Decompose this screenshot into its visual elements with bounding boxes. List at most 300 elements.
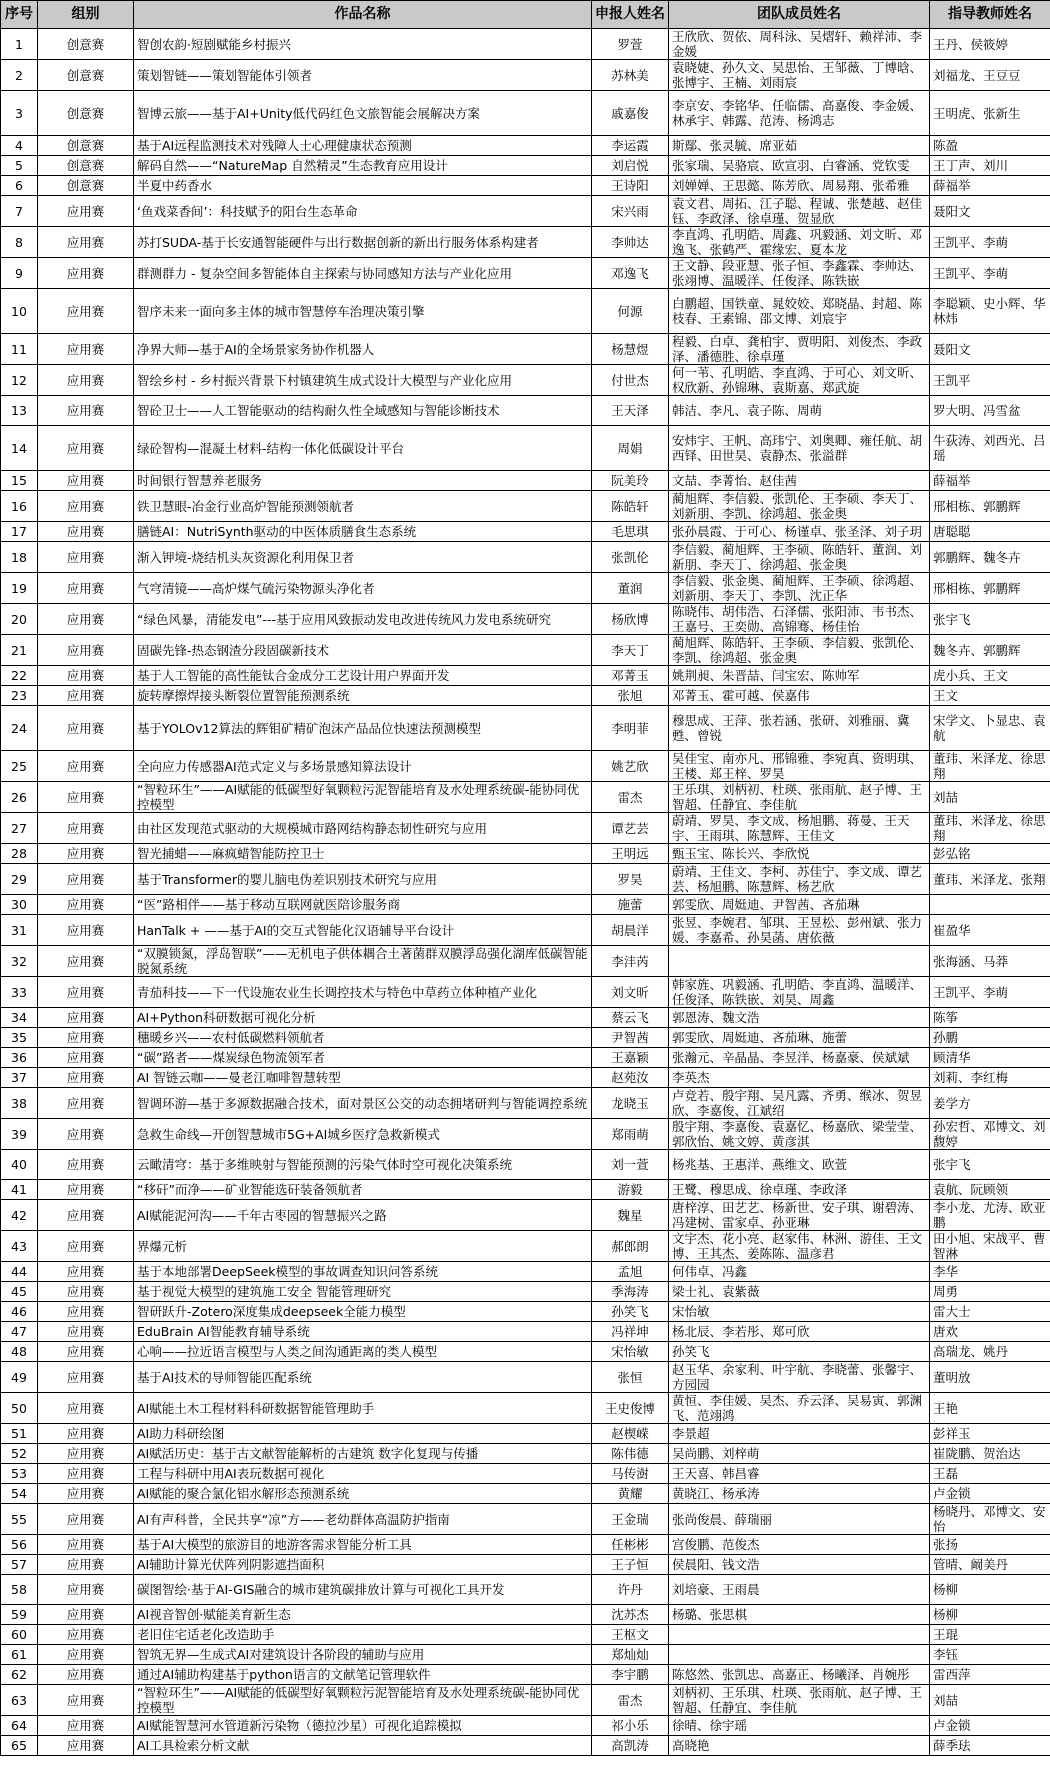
cell-group: 应用赛 xyxy=(38,782,134,813)
cell-applicant: 王天泽 xyxy=(592,396,669,426)
cell-title: 全向应力传感器AI范式定义与多场景感知算法设计 xyxy=(134,751,592,782)
cell-group: 应用赛 xyxy=(38,635,134,666)
table-row xyxy=(1,1645,1050,1665)
cell-seq: 10 xyxy=(1,289,38,334)
cell-seq: 1 xyxy=(1,29,38,60)
cell-seq: 63 xyxy=(1,1685,38,1716)
cell-applicant: 魏星 xyxy=(592,1200,669,1231)
cell-applicant: 张凯伦 xyxy=(592,542,669,573)
cell-members: 蔺旭辉、陈皓轩、王李硕、李信毅、张凯伦、李凯、徐鸿超、张金奥 xyxy=(669,635,930,666)
cell-title: 智创农韵·短剧赋能乡村振兴 xyxy=(134,29,592,60)
table-row xyxy=(1,1302,1050,1322)
cell-title: 智序未来一面向多主体的城市智慧停车治理决策引擎 xyxy=(134,289,592,334)
cell-title: 绿砼智构—混凝土材料-结构一体化低碳设计平台 xyxy=(134,426,592,471)
cell-group: 应用赛 xyxy=(38,1048,134,1068)
cell-advisor xyxy=(930,895,1050,915)
table-row xyxy=(1,1535,1050,1555)
cell-group: 应用赛 xyxy=(38,196,134,227)
cell-title: AI辅助计算光伏阵列阴影遮挡面积 xyxy=(134,1555,592,1575)
cell-title: 心响——拉近语言模型与人类之间沟通距离的类人模型 xyxy=(134,1342,592,1362)
cell-advisor: 王磊 xyxy=(930,1464,1050,1484)
table-row xyxy=(1,136,1050,156)
cell-advisor: 雷大士 xyxy=(930,1302,1050,1322)
cell-applicant: 王史俊博 xyxy=(592,1393,669,1424)
cell-applicant: 赵楔嵘 xyxy=(592,1424,669,1444)
cell-seq: 30 xyxy=(1,895,38,915)
cell-members: 李京安、李铭华、任临儒、高嘉俊、李金媛、林承宇、韩露、范涛、杨鸿志 xyxy=(669,91,930,136)
cell-seq: 38 xyxy=(1,1088,38,1119)
cell-title: 半夏中药香水 xyxy=(134,176,592,196)
cell-members: 黄恒、李佳媛、吴杰、乔云泽、吴易寅、郭渊飞、范翊鸿 xyxy=(669,1393,930,1424)
cell-advisor: 杨柳 xyxy=(930,1605,1050,1625)
cell-group: 应用赛 xyxy=(38,1645,134,1665)
cell-members: 刘柄初、王乐琪、杜瑛、张雨航、赵子博、王智超、任静宜、李佳航 xyxy=(669,1685,930,1716)
table-row xyxy=(1,1282,1050,1302)
cell-seq: 65 xyxy=(1,1736,38,1756)
table-row xyxy=(1,471,1050,491)
cell-seq: 43 xyxy=(1,1231,38,1262)
cell-advisor: 袁航、阮顾领 xyxy=(930,1180,1050,1200)
cell-group: 创意赛 xyxy=(38,91,134,136)
cell-title: 基于本地部署DeepSeek模型的事故调查知识问答系统 xyxy=(134,1262,592,1282)
cell-advisor: 王丹、侯筱婷 xyxy=(930,29,1050,60)
table-row xyxy=(1,426,1050,471)
cell-title: 穗暖乡兴——农村低碳燃料领航者 xyxy=(134,1028,592,1048)
cell-title: 老旧住宅适老化改造助手 xyxy=(134,1625,592,1645)
cell-title: 基于视觉大模型的建筑施工安全 智能管理研究 xyxy=(134,1282,592,1302)
cell-seq: 50 xyxy=(1,1393,38,1424)
cell-seq: 5 xyxy=(1,156,38,176)
cell-members: 穆思成、王萍、张若涵、张研、刘雅丽、冀甦、曾锐 xyxy=(669,706,930,751)
cell-title: “医”路相伴——基于移动互联网就医陪诊服务商 xyxy=(134,895,592,915)
cell-members: 王天喜、韩昌睿 xyxy=(669,1464,930,1484)
cell-applicant: 李沣芮 xyxy=(592,946,669,977)
cell-title: “移矸”而净——矿业智能选矸装备领航者 xyxy=(134,1180,592,1200)
cell-title: 解码自然——“NatureMap 自然精灵”生态教育应用设计 xyxy=(134,156,592,176)
cell-applicant: 孟旭 xyxy=(592,1262,669,1282)
cell-title: AI赋能泥河沟——千年古枣园的智慧振兴之路 xyxy=(134,1200,592,1231)
table-row xyxy=(1,1685,1050,1716)
cell-applicant: 李明菲 xyxy=(592,706,669,751)
cell-members: 甄玉宝、陈长兴、李欣悦 xyxy=(669,844,930,864)
cell-applicant: 郑灿灿 xyxy=(592,1645,669,1665)
cell-advisor: 张宇飞 xyxy=(930,604,1050,635)
cell-advisor: 王琨 xyxy=(930,1625,1050,1645)
cell-group: 创意赛 xyxy=(38,176,134,196)
cell-members: 斯鄢、张灵毓、席亚茹 xyxy=(669,136,930,156)
table-row xyxy=(1,522,1050,542)
cell-advisor: 虎小兵、王文 xyxy=(930,666,1050,686)
cell-advisor: 薛季珐 xyxy=(930,1736,1050,1756)
cell-group: 应用赛 xyxy=(38,1008,134,1028)
cell-title: “双膜锁氮，浮岛智联”——无机电子供体耦合土著菌群双膜浮岛强化湖库低碳智能脱氮系统 xyxy=(134,946,592,977)
cell-group: 应用赛 xyxy=(38,686,134,706)
cell-group: 应用赛 xyxy=(38,1028,134,1048)
cell-seq: 41 xyxy=(1,1180,38,1200)
cell-members: 韩家旌、巩毅涵、孔明皓、李直鸿、温暖洋、任俊泽、陈铁嵌、刘昊、周鑫 xyxy=(669,977,930,1008)
cell-group: 应用赛 xyxy=(38,604,134,635)
table-row xyxy=(1,1393,1050,1424)
table-row xyxy=(1,396,1050,426)
cell-members: 姚荆昶、朱晋喆、闫宝宏、陈帅军 xyxy=(669,666,930,686)
cell-applicant: 张旭 xyxy=(592,686,669,706)
cell-seq: 26 xyxy=(1,782,38,813)
cell-applicant: 付世杰 xyxy=(592,365,669,396)
cell-advisor: 罗大明、冯雪盆 xyxy=(930,396,1050,426)
cell-title: 青茄科技——下一代设施农业生长调控技术与特色中草药立体种植产业化 xyxy=(134,977,592,1008)
cell-applicant: 施蕾 xyxy=(592,895,669,915)
cell-applicant: 李帅达 xyxy=(592,227,669,258)
cell-applicant: 周娟 xyxy=(592,426,669,471)
cell-applicant: 李宇鹏 xyxy=(592,1665,669,1685)
cell-title: AI视音智创·赋能美育新生态 xyxy=(134,1605,592,1625)
cell-seq: 35 xyxy=(1,1028,38,1048)
cell-seq: 27 xyxy=(1,813,38,844)
cell-seq: 37 xyxy=(1,1068,38,1088)
cell-title: 旋转摩擦焊接头断裂位置智能预测系统 xyxy=(134,686,592,706)
cell-title: AI助力科研绘图 xyxy=(134,1424,592,1444)
cell-applicant: 何源 xyxy=(592,289,669,334)
cell-group: 应用赛 xyxy=(38,1605,134,1625)
cell-applicant: 季海涛 xyxy=(592,1282,669,1302)
cell-group: 应用赛 xyxy=(38,1322,134,1342)
cell-seq: 60 xyxy=(1,1625,38,1645)
cell-members: 郭雯欣、周娗迪、吝茄琳、施蕾 xyxy=(669,1028,930,1048)
cell-seq: 44 xyxy=(1,1262,38,1282)
cell-applicant: 黄耀 xyxy=(592,1484,669,1504)
cell-advisor: 刘福龙、王豆豆 xyxy=(930,60,1050,91)
cell-members: 宋怡敏 xyxy=(669,1302,930,1322)
table-row xyxy=(1,1180,1050,1200)
cell-seq: 53 xyxy=(1,1464,38,1484)
cell-advisor: 牛荻涛、刘西光、吕瑶 xyxy=(930,426,1050,471)
cell-advisor: 邢相栋、郭鹏辉 xyxy=(930,573,1050,604)
cell-members: 王乐琪、刘柄初、杜瑛、张雨航、赵子博、王智超、任静宜、李佳航 xyxy=(669,782,930,813)
cell-title: AI赋能的聚合氯化铝水解形态预测系统 xyxy=(134,1484,592,1504)
cell-advisor: 王艳 xyxy=(930,1393,1050,1424)
cell-members: 张瀚元、辛晶晶、李昱洋、杨嘉豪、侯斌斌 xyxy=(669,1048,930,1068)
cell-applicant: 谭艺芸 xyxy=(592,813,669,844)
table-row xyxy=(1,1231,1050,1262)
table-row xyxy=(1,946,1050,977)
cell-title: 群测群力 - 复杂空间多智能体自主探索与协同感知方法与产业化应用 xyxy=(134,258,592,289)
cell-applicant: 祁小乐 xyxy=(592,1716,669,1736)
cell-title: 铁卫慧眼-冶金行业高炉智能预测领航者 xyxy=(134,491,592,522)
cell-title: “碳”路者——煤炭绿色物流领军者 xyxy=(134,1048,592,1068)
cell-title: 智绘乡村 - 乡村振兴背景下村镇建筑生成式设计大模型与产业化应用 xyxy=(134,365,592,396)
cell-group: 应用赛 xyxy=(38,946,134,977)
cell-applicant: 姚艺欣 xyxy=(592,751,669,782)
cell-applicant: 王明远 xyxy=(592,844,669,864)
cell-seq: 39 xyxy=(1,1119,38,1150)
cell-members: 张孙晨霞、于可心、杨谨卓、张圣泽、刘子玥 xyxy=(669,522,930,542)
cell-title: 基于AI技术的导师智能匹配系统 xyxy=(134,1362,592,1393)
cell-title: 渐入钾境-烧结机头灰资源化利用保卫者 xyxy=(134,542,592,573)
table-row xyxy=(1,334,1050,365)
cell-title: 急救生命线—开创智慧城市5G+AI城乡医疗急救新模式 xyxy=(134,1119,592,1150)
cell-advisor: 王丁声、刘川 xyxy=(930,156,1050,176)
cell-advisor: 李华 xyxy=(930,1262,1050,1282)
table-row xyxy=(1,864,1050,895)
table-row xyxy=(1,1200,1050,1231)
cell-title: 净界大师—基于AI的全场景家务协作机器人 xyxy=(134,334,592,365)
cell-group: 应用赛 xyxy=(38,1200,134,1231)
cell-seq: 25 xyxy=(1,751,38,782)
table-row xyxy=(1,491,1050,522)
table-row xyxy=(1,1150,1050,1180)
cell-title: AI赋活历史：基于古文献智能解析的古建筑 数字化复现与传播 xyxy=(134,1444,592,1464)
cell-applicant: 陈伟德 xyxy=(592,1444,669,1464)
cell-group: 创意赛 xyxy=(38,60,134,91)
table-row xyxy=(1,29,1050,60)
cell-members: 唐梓淳、田艺艺、杨新世、安子琪、谢碧涛、冯建树、雷家卓、孙亚琳 xyxy=(669,1200,930,1231)
cell-seq: 62 xyxy=(1,1665,38,1685)
cell-title: 智筑无界—生成式AI对建筑设计各阶段的辅助与应用 xyxy=(134,1645,592,1665)
cell-members: 卢竞若、殷宇翔、吴凡露、齐勇、缑冰、贺昱欣、李嘉俊、江斌绍 xyxy=(669,1088,930,1119)
cell-seq: 22 xyxy=(1,666,38,686)
cell-advisor: 李钰 xyxy=(930,1645,1050,1665)
cell-advisor: 刘喆 xyxy=(930,1685,1050,1716)
cell-members: 杨北辰、李若彤、郑可欣 xyxy=(669,1322,930,1342)
cell-group: 应用赛 xyxy=(38,1180,134,1200)
table-row xyxy=(1,1484,1050,1504)
cell-advisor: 崔盈华 xyxy=(930,915,1050,946)
cell-advisor: 董玮、米泽龙、徐思翔 xyxy=(930,813,1050,844)
cell-title: 智砼卫士——人工智能驱动的结构耐久性全域感知与智能诊断技术 xyxy=(134,396,592,426)
cell-advisor: 张宇飞 xyxy=(930,1150,1050,1180)
header-title: 作品名称 xyxy=(134,1,592,29)
cell-seq: 45 xyxy=(1,1282,38,1302)
cell-applicant: 董润 xyxy=(592,573,669,604)
cell-title: AI工具检索分析文献 xyxy=(134,1736,592,1756)
cell-group: 应用赛 xyxy=(38,1736,134,1756)
cell-seq: 51 xyxy=(1,1424,38,1444)
cell-applicant: 冯祥坤 xyxy=(592,1322,669,1342)
cell-members xyxy=(669,946,930,977)
cell-group: 应用赛 xyxy=(38,1362,134,1393)
cell-seq: 17 xyxy=(1,522,38,542)
cell-members: 袁晓婕、孙久文、吴思怡、王邹薇、丁博晗、张博宇、王楠、刘雨宸 xyxy=(669,60,930,91)
cell-title: AI+Python科研数据可视化分析 xyxy=(134,1008,592,1028)
table-row xyxy=(1,1322,1050,1342)
cell-members: 陈悠然、张凯忠、高嘉正、杨曦泽、肖婉彤 xyxy=(669,1665,930,1685)
cell-applicant: 刘文昕 xyxy=(592,977,669,1008)
cell-group: 应用赛 xyxy=(38,1575,134,1605)
table-row xyxy=(1,176,1050,196)
cell-group: 应用赛 xyxy=(38,396,134,426)
cell-title: 智研跃升-Zotero深度集成deepseek全能力模型 xyxy=(134,1302,592,1322)
cell-advisor: 李聪颖、史小辉、华林炜 xyxy=(930,289,1050,334)
cell-group: 应用赛 xyxy=(38,1262,134,1282)
cell-group: 创意赛 xyxy=(38,136,134,156)
table-header-row xyxy=(1,1,1050,29)
cell-advisor: 崔陇鹏、贺治达 xyxy=(930,1444,1050,1464)
cell-seq: 16 xyxy=(1,491,38,522)
cell-members: 何一苇、孔明皓、李直鸿、于可心、刘文昕、权欣新、孙锦琳、袁斯嘉、郑武旋 xyxy=(669,365,930,396)
cell-seq: 4 xyxy=(1,136,38,156)
table-row xyxy=(1,196,1050,227)
cell-applicant: 雷杰 xyxy=(592,782,669,813)
cell-advisor: 董玮、米泽龙、徐思翔 xyxy=(930,751,1050,782)
cell-applicant: 张恒 xyxy=(592,1362,669,1393)
cell-applicant: 高凯涛 xyxy=(592,1736,669,1756)
cell-members: 文喆、李菁怡、赵佳茜 xyxy=(669,471,930,491)
cell-advisor: 王凯平、李萌 xyxy=(930,977,1050,1008)
table-row xyxy=(1,977,1050,1008)
cell-seq: 13 xyxy=(1,396,38,426)
cell-seq: 42 xyxy=(1,1200,38,1231)
cell-seq: 55 xyxy=(1,1504,38,1535)
cell-applicant: 龙晓玉 xyxy=(592,1088,669,1119)
cell-advisor: 唐欢 xyxy=(930,1322,1050,1342)
cell-group: 应用赛 xyxy=(38,864,134,895)
cell-group: 应用赛 xyxy=(38,258,134,289)
cell-members: 李信毅、蔺旭辉、王李硕、陈皓轩、董润、刘新朋、李天丁、徐鸿超、张金奥 xyxy=(669,542,930,573)
table-row xyxy=(1,1625,1050,1645)
cell-advisor: 陈筝 xyxy=(930,1008,1050,1028)
cell-seq: 47 xyxy=(1,1322,38,1342)
cell-applicant: 王诗阳 xyxy=(592,176,669,196)
table-row xyxy=(1,156,1050,176)
cell-seq: 34 xyxy=(1,1008,38,1028)
cell-advisor: 聂阳文 xyxy=(930,334,1050,365)
cell-applicant: 罗萱 xyxy=(592,29,669,60)
cell-seq: 2 xyxy=(1,60,38,91)
cell-seq: 40 xyxy=(1,1150,38,1180)
cell-seq: 20 xyxy=(1,604,38,635)
cell-members: 梁士礼、袁紫薇 xyxy=(669,1282,930,1302)
cell-group: 应用赛 xyxy=(38,1625,134,1645)
cell-advisor: 王文 xyxy=(930,686,1050,706)
cell-advisor: 王明虎、张新生 xyxy=(930,91,1050,136)
cell-members: 殷宇翔、李嘉俊、袁嘉忆、杨嘉欣、梁莹莹、郭欣怡、姚文婷、黄彦淇 xyxy=(669,1119,930,1150)
table-row xyxy=(1,1716,1050,1736)
cell-group: 应用赛 xyxy=(38,666,134,686)
cell-applicant: 刘启悦 xyxy=(592,156,669,176)
cell-advisor: 宋学文、卜显忠、袁航 xyxy=(930,706,1050,751)
cell-seq: 59 xyxy=(1,1605,38,1625)
cell-seq: 7 xyxy=(1,196,38,227)
cell-members: 赵玉华、余家利、叶宇航、李晓蕾、张馨宇、方园园 xyxy=(669,1362,930,1393)
cell-members: 王鹭、穆思成、徐卓瑾、李政泽 xyxy=(669,1180,930,1200)
cell-advisor: 王凯平 xyxy=(930,365,1050,396)
cell-members: 李直鸿、孔明皓、周鑫、巩毅涵、刘文昕、邓逸飞、张鹤严、霍缘宏、夏本龙 xyxy=(669,227,930,258)
table-row xyxy=(1,1736,1050,1756)
cell-title: 基于人工智能的高性能钛合金成分工艺设计用户界面开发 xyxy=(134,666,592,686)
cell-title: “智粒环生”——AI赋能的低碳型好氧颗粒污泥智能培育及水处理系统碳-能协同优控模型 xyxy=(134,1685,592,1716)
cell-seq: 58 xyxy=(1,1575,38,1605)
cell-applicant: 沈苏杰 xyxy=(592,1605,669,1625)
cell-group: 应用赛 xyxy=(38,542,134,573)
cell-members: 程毅、白卓、龚柏宇、贾明阳、刘俊杰、李政泽、潘德胜、徐卓瑾 xyxy=(669,334,930,365)
cell-title: 气穹清镜——高炉煤气硫污染物源头净化者 xyxy=(134,573,592,604)
cell-seq: 8 xyxy=(1,227,38,258)
cell-members: 蔚靖、王佳文、李柯、苏佳宁、李文成、谭艺芸、杨旭鹏、陈慧辉、杨艺欣 xyxy=(669,864,930,895)
cell-seq: 23 xyxy=(1,686,38,706)
cell-group: 应用赛 xyxy=(38,227,134,258)
cell-advisor: 管晴、阚美丹 xyxy=(930,1555,1050,1575)
cell-seq: 29 xyxy=(1,864,38,895)
cell-members: 刘培豪、王雨晨 xyxy=(669,1575,930,1605)
cell-members: 韩洁、李凡、袁子陈、周萌 xyxy=(669,396,930,426)
cell-members: 郭恩涛、魏文浩 xyxy=(669,1008,930,1028)
cell-advisor: 孙鹏 xyxy=(930,1028,1050,1048)
cell-members: 张昱、李婉君、邹琪、王昱松、彭州斌、张力媛、李嘉希、孙昊菡、唐依薇 xyxy=(669,915,930,946)
cell-group: 应用赛 xyxy=(38,1665,134,1685)
table-row xyxy=(1,1008,1050,1028)
header-seq: 序号 xyxy=(1,1,38,29)
cell-advisor: 顾清华 xyxy=(930,1048,1050,1068)
cell-applicant: 赵苑汝 xyxy=(592,1068,669,1088)
cell-group: 应用赛 xyxy=(38,1685,134,1716)
cell-advisor: 聂阳文 xyxy=(930,196,1050,227)
cell-group: 应用赛 xyxy=(38,1484,134,1504)
cell-group: 应用赛 xyxy=(38,1342,134,1362)
cell-group: 应用赛 xyxy=(38,573,134,604)
cell-seq: 56 xyxy=(1,1535,38,1555)
table-row xyxy=(1,573,1050,604)
cell-applicant: 阮美玲 xyxy=(592,471,669,491)
cell-members: 张家瑞、吴骆宸、欧宣羽、白睿涵、党钦雯 xyxy=(669,156,930,176)
cell-advisor: 彭弘铭 xyxy=(930,844,1050,864)
table-body xyxy=(1,29,1050,1756)
cell-applicant: 宋兴雨 xyxy=(592,196,669,227)
cell-advisor: 王凯平、李萌 xyxy=(930,258,1050,289)
cell-group: 应用赛 xyxy=(38,1555,134,1575)
cell-group: 应用赛 xyxy=(38,471,134,491)
table-row xyxy=(1,60,1050,91)
cell-group: 应用赛 xyxy=(38,1119,134,1150)
cell-members: 陈晓伟、胡伟浩、石泽儒、张阳沛、韦书杰、王嘉号、王奕勋、高锦骞、杨佳怡 xyxy=(669,604,930,635)
cell-title: AI赋能土木工程材料科研数据智能管理助手 xyxy=(134,1393,592,1424)
cell-applicant: 游毅 xyxy=(592,1180,669,1200)
cell-members: 蔺旭辉、李信毅、张凯伦、王李硕、李天丁、刘新朋、李凯、徐鸿超、张金奥 xyxy=(669,491,930,522)
cell-applicant: 王子恒 xyxy=(592,1555,669,1575)
cell-advisor: 张海涵、马莽 xyxy=(930,946,1050,977)
cell-advisor: 姜学方 xyxy=(930,1088,1050,1119)
header-applicant: 申报人姓名 xyxy=(592,1,669,29)
cell-seq: 3 xyxy=(1,91,38,136)
cell-group: 应用赛 xyxy=(38,1464,134,1484)
cell-applicant: 李天丁 xyxy=(592,635,669,666)
cell-seq: 11 xyxy=(1,334,38,365)
cell-advisor: 郭鹏辉、魏冬卉 xyxy=(930,542,1050,573)
table-row xyxy=(1,365,1050,396)
cell-applicant: 毛思琪 xyxy=(592,522,669,542)
table-row xyxy=(1,289,1050,334)
cell-group: 应用赛 xyxy=(38,1393,134,1424)
cell-seq: 9 xyxy=(1,258,38,289)
cell-applicant: 邓逸飞 xyxy=(592,258,669,289)
cell-seq: 36 xyxy=(1,1048,38,1068)
cell-group: 应用赛 xyxy=(38,1716,134,1736)
cell-seq: 12 xyxy=(1,365,38,396)
cell-advisor: 孙宏哲、邓博文、刘馥婷 xyxy=(930,1119,1050,1150)
cell-applicant: 蔡云飞 xyxy=(592,1008,669,1028)
cell-applicant: 郑雨萌 xyxy=(592,1119,669,1150)
cell-group: 创意赛 xyxy=(38,29,134,60)
table-row xyxy=(1,1555,1050,1575)
table-row xyxy=(1,1575,1050,1605)
cell-advisor: 陈盈 xyxy=(930,136,1050,156)
cell-members: 孙笑飞 xyxy=(669,1342,930,1362)
table-row xyxy=(1,1665,1050,1685)
cell-applicant: 王金瑞 xyxy=(592,1504,669,1535)
cell-members: 吴佳宝、南亦凡、邢锦雅、李宛真、资明琪、王楼、郑王梓、罗昊 xyxy=(669,751,930,782)
cell-members: 吴尚鹏、刘梓萌 xyxy=(669,1444,930,1464)
cell-group: 应用赛 xyxy=(38,491,134,522)
cell-members: 黄晓江、杨承涛 xyxy=(669,1484,930,1504)
